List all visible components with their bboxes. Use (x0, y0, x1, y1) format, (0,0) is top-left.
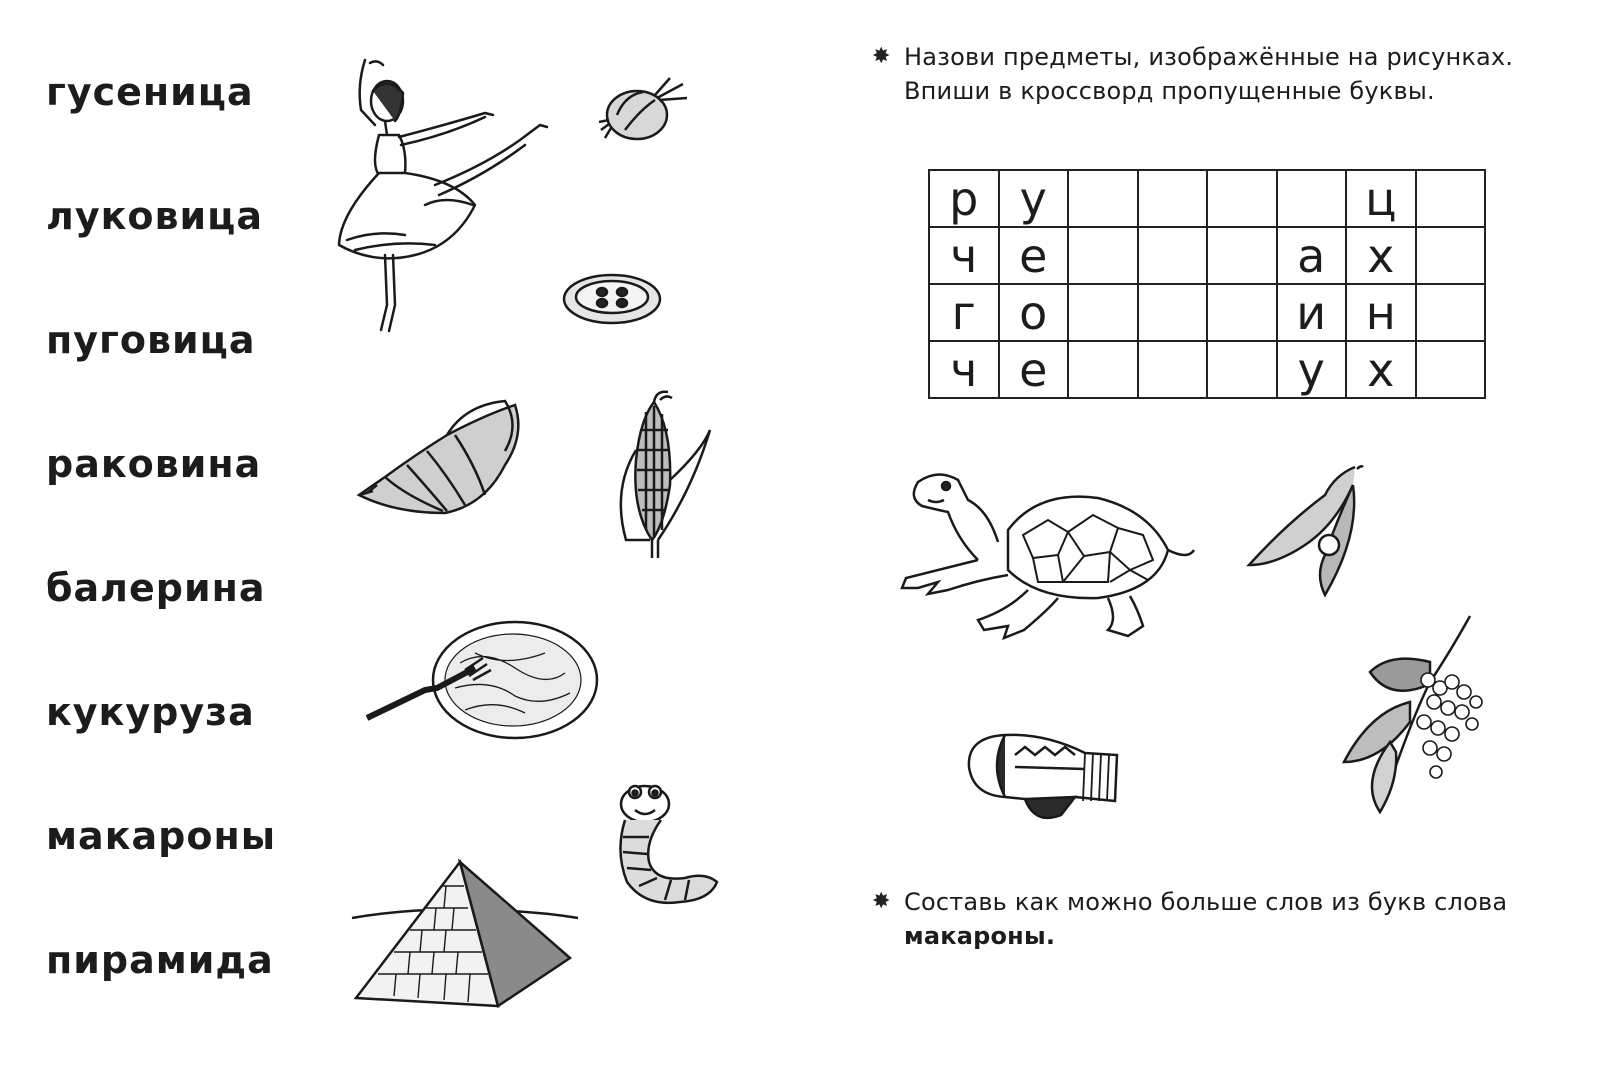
pyramid-icon (350, 858, 580, 1008)
crossword-cell[interactable]: у (1277, 341, 1347, 398)
crossword-cell[interactable] (1416, 227, 1486, 284)
crossword-cell[interactable]: е (999, 227, 1069, 284)
crossword-cell[interactable] (1068, 227, 1138, 284)
crossword-cell[interactable] (1207, 227, 1277, 284)
mitten-icon (965, 725, 1155, 830)
word-item: раковина (46, 442, 262, 486)
crossword-row (929, 227, 1485, 284)
task-1-line-1: Назови предметы, изображённые на рисунках. (904, 43, 1514, 71)
caterpillar-icon (605, 782, 725, 922)
task-2-text: Составь как можно больше слов из букв слова (904, 888, 1508, 916)
lilac-branch-icon (1340, 612, 1490, 817)
crossword-cell[interactable]: ц (1346, 170, 1416, 227)
task-instruction-2 (872, 885, 1592, 953)
crossword-cell[interactable] (1416, 341, 1486, 398)
pea-pod-icon (1245, 465, 1365, 605)
crossword-row (929, 284, 1485, 341)
crossword-cell[interactable]: х (1346, 341, 1416, 398)
crossword-cell[interactable]: ч (929, 227, 999, 284)
crossword-cell[interactable]: у (999, 170, 1069, 227)
crossword-cell[interactable]: и (1277, 284, 1347, 341)
crossword-cell[interactable] (1138, 284, 1208, 341)
onion-icon (595, 70, 695, 150)
crossword-cell[interactable] (1207, 341, 1277, 398)
crossword-cell[interactable] (1277, 170, 1347, 227)
word-list (46, 0, 306, 1080)
crossword-grid (928, 169, 1486, 399)
asterisk-icon: ✸ (872, 44, 891, 69)
ballerina-icon (335, 55, 555, 340)
task-1-line-2: Впиши в кроссворд пропущенные буквы. (904, 77, 1435, 105)
shell-icon (355, 395, 525, 520)
crossword-cell[interactable] (1207, 284, 1277, 341)
pasta-plate-icon (365, 618, 605, 748)
crossword-cell[interactable] (1416, 170, 1486, 227)
corn-icon (612, 390, 712, 560)
crossword-cell[interactable] (1138, 227, 1208, 284)
crossword-cell[interactable] (1138, 170, 1208, 227)
word-item: балерина (46, 566, 266, 610)
crossword-cell[interactable] (1416, 284, 1486, 341)
asterisk-icon: ✸ (872, 889, 891, 914)
crossword-cell[interactable]: ч (929, 341, 999, 398)
word-item: пирамида (46, 938, 274, 982)
task-2-word: макароны. (904, 922, 1056, 950)
word-item: пуговица (46, 318, 256, 362)
task-instruction-1 (872, 40, 1592, 108)
crossword-cell[interactable]: а (1277, 227, 1347, 284)
crossword-cell[interactable]: г (929, 284, 999, 341)
turtle-icon (898, 470, 1198, 650)
word-item: гусеница (46, 70, 254, 114)
word-item: луковица (46, 194, 263, 238)
crossword-cell[interactable]: х (1346, 227, 1416, 284)
button-icon (560, 270, 665, 328)
crossword-cell[interactable] (1068, 284, 1138, 341)
word-item: макароны (46, 814, 277, 858)
crossword-row (929, 341, 1485, 398)
crossword-cell[interactable]: н (1346, 284, 1416, 341)
word-item: кукуруза (46, 690, 255, 734)
crossword-cell[interactable] (1068, 341, 1138, 398)
crossword-cell[interactable]: р (929, 170, 999, 227)
crossword-cell[interactable] (1207, 170, 1277, 227)
crossword-row (929, 170, 1485, 227)
crossword-cell[interactable] (1068, 170, 1138, 227)
crossword-cell[interactable] (1138, 341, 1208, 398)
crossword-cell[interactable]: о (999, 284, 1069, 341)
crossword-cell[interactable]: е (999, 341, 1069, 398)
